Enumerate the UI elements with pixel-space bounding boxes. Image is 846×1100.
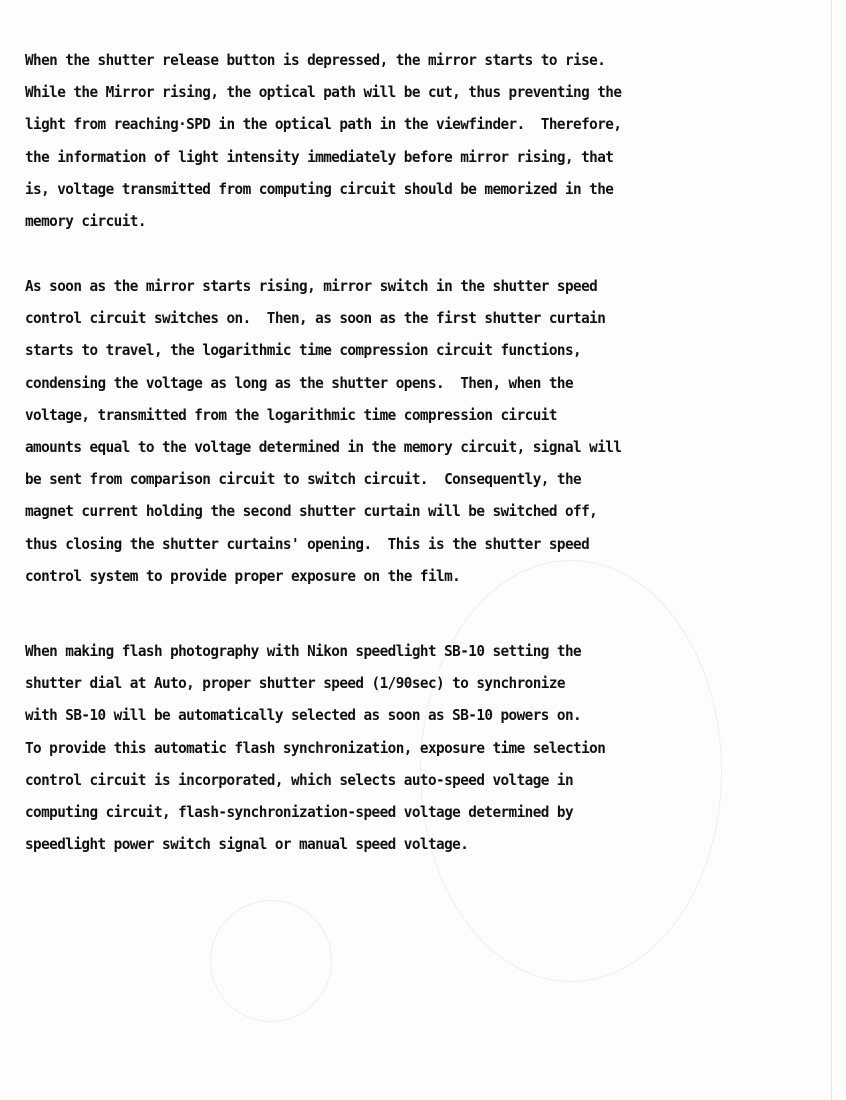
- text-line: with SB-10 will be automatically selected as soon as SB-10 powers on.: [25, 706, 582, 725]
- text-line: When making flash photography with Nikon speedlight SB-10 setting the: [25, 642, 582, 660]
- text-line: condensing the voltage as long as the shutter opens. Then, when the: [25, 373, 574, 392]
- text-line: the information of light intensity immediately before mirror rising, that: [25, 147, 614, 166]
- text-line: speedlight power switch signal or manual speed voltage.: [25, 835, 469, 854]
- paragraph-flash-sync: [25, 635, 835, 860]
- text-line: thus closing the shutter curtains' opening. This is the shutter speed: [25, 534, 590, 553]
- text-line: memory circuit.: [25, 211, 146, 230]
- text-line: To provide this automatic flash synchronization, exposure time selection: [25, 738, 606, 757]
- paragraph-mirror-memory: [25, 44, 835, 237]
- text-line: be sent from comparison circuit to switch circuit. Consequently, the: [25, 470, 582, 489]
- text-line: is, voltage transmitted from computing circuit should be memorized in the: [25, 179, 614, 198]
- text-line: magnet current holding the second shutter curtain will be switched off,: [25, 502, 598, 521]
- text-line: shutter dial at Auto, proper shutter speed (1/90sec) to synchronize: [25, 674, 565, 693]
- show-through-circle: [210, 900, 332, 1022]
- text-line: control circuit is incorporated, which selects auto-speed voltage in: [25, 770, 574, 789]
- text-line: computing circuit, flash-synchronization-speed voltage determined by: [25, 802, 574, 821]
- text-line: light from reaching·SPD in the optical path in the viewfinder. Therefore,: [25, 115, 622, 134]
- text-line: While the Mirror rising, the optical path will be cut, thus preventing the: [25, 83, 622, 102]
- text-line: starts to travel, the logarithmic time compression circuit functions,: [25, 341, 582, 360]
- text-line: control system to provide proper exposure on the film.: [25, 566, 461, 585]
- text-line: voltage, transmitted from the logarithmic time compression circuit: [25, 405, 557, 424]
- text-line: control circuit switches on. Then, as soon as the first shutter curtain: [25, 309, 606, 328]
- text-line: amounts equal to the voltage determined in the memory circuit, signal will: [25, 437, 622, 456]
- text-line: When the shutter release button is depressed, the mirror starts to rise.: [25, 51, 606, 69]
- paragraph-shutter-control: [25, 270, 835, 592]
- text-line: As soon as the mirror starts rising, mirror switch in the shutter speed: [25, 277, 598, 295]
